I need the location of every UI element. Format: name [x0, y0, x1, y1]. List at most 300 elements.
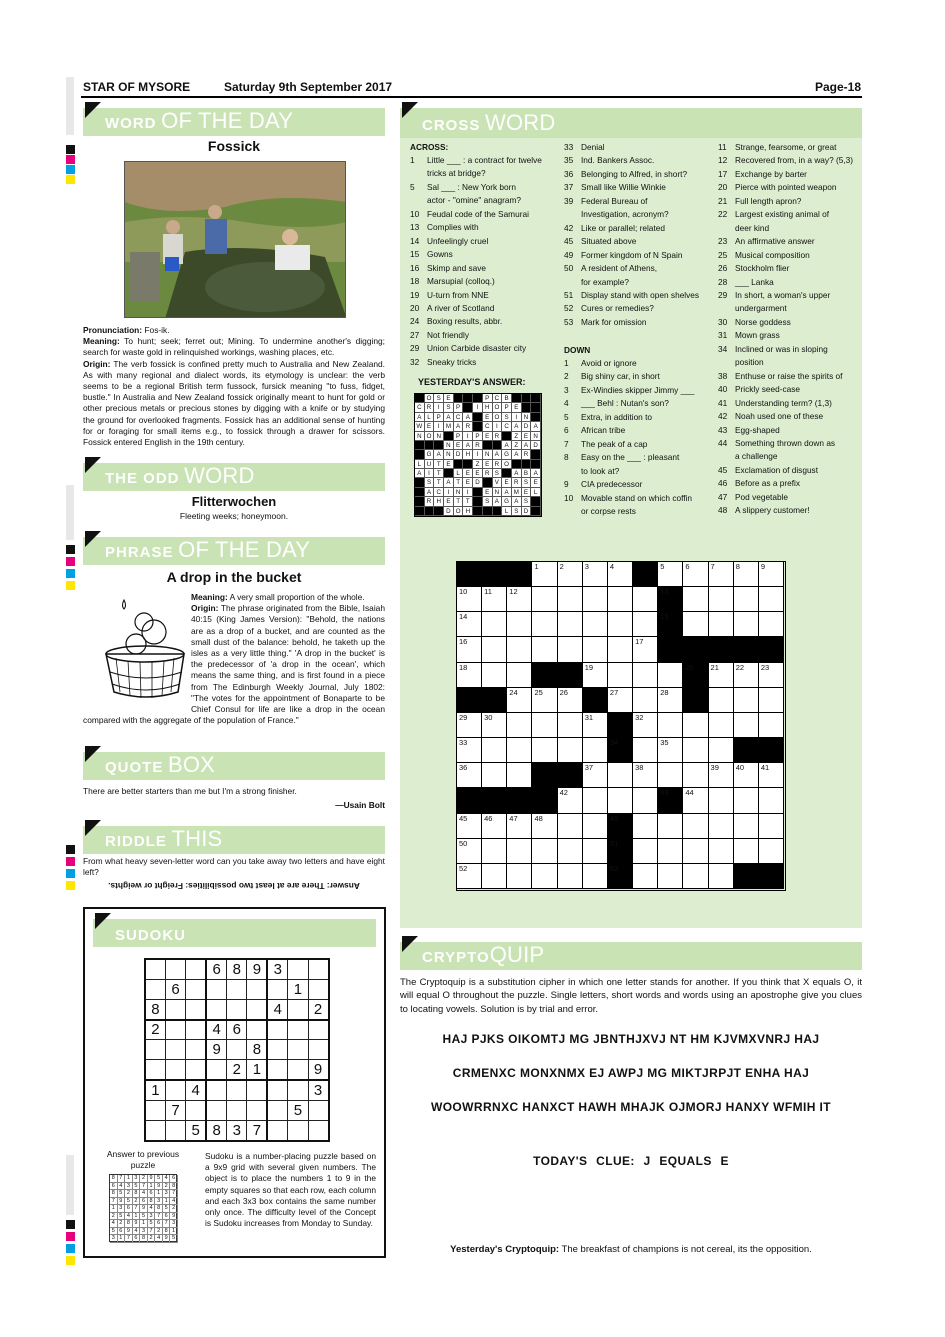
clue-text: Boxing results, abbr.: [427, 316, 503, 327]
crossword-cell[interactable]: [583, 637, 608, 662]
crossword-cell[interactable]: [457, 763, 482, 788]
clue-text: Federal Bureau of: [581, 195, 648, 206]
crossword-cell[interactable]: [507, 587, 532, 612]
prev-sudoku-cell: 1: [170, 1228, 178, 1236]
yesterday-cell: A: [444, 413, 454, 422]
crossword-cell[interactable]: [507, 637, 532, 662]
prev-sudoku-cell: 2: [140, 1175, 148, 1183]
crossword-cell[interactable]: [583, 562, 608, 587]
crossword-cell[interactable]: [759, 788, 784, 813]
sudoku-cell[interactable]: [165, 1040, 185, 1060]
crossword-cell[interactable]: [709, 688, 734, 713]
yesterday-cell: P: [454, 432, 464, 441]
sudoku-cell[interactable]: [267, 1080, 287, 1100]
crossword-cell[interactable]: [507, 814, 532, 839]
crossword-cell[interactable]: [507, 663, 532, 688]
clue-number: 6: [564, 425, 569, 436]
crossword-cell[interactable]: [709, 788, 734, 813]
crossword-cell[interactable]: [759, 688, 784, 713]
crossword-cell[interactable]: [482, 839, 507, 864]
crossword-cell[interactable]: [558, 637, 583, 662]
prev-sudoku-cell: 2: [110, 1213, 118, 1221]
crossword-cell[interactable]: [683, 788, 708, 813]
prev-sudoku-cell: 9: [155, 1183, 163, 1191]
crossword-cell[interactable]: [759, 713, 784, 738]
sudoku-cell[interactable]: [165, 1020, 185, 1040]
crossword-cell[interactable]: [633, 637, 658, 662]
crossword-cell[interactable]: [558, 814, 583, 839]
crossword-grid[interactable]: [456, 561, 786, 891]
clue-line: [564, 451, 694, 464]
clue-text: Sneaky tricks: [427, 356, 477, 367]
crossword-cell[interactable]: [457, 839, 482, 864]
crossword-cell[interactable]: [683, 738, 708, 763]
prev-sudoku-cell: 8: [140, 1235, 148, 1243]
crossword-cell[interactable]: [583, 864, 608, 889]
sudoku-cell[interactable]: [247, 1100, 267, 1120]
yesterday-cell: R: [493, 432, 503, 441]
crossword-cell[interactable]: [608, 587, 633, 612]
crossword-cell[interactable]: [683, 864, 708, 889]
crossword-cell[interactable]: [658, 839, 683, 864]
clue-line: [410, 167, 542, 180]
sudoku-cell[interactable]: [145, 1121, 165, 1141]
crossword-cell[interactable]: [457, 738, 482, 763]
crossword-cell[interactable]: [683, 713, 708, 738]
crossword-cell[interactable]: [558, 864, 583, 889]
yesterday-cell: I: [463, 432, 473, 441]
crossword-cell[interactable]: [608, 663, 633, 688]
sudoku-cell[interactable]: [247, 999, 267, 1019]
cell-number: 44: [685, 788, 694, 798]
yesterday-cell: I: [434, 403, 444, 412]
crossword-cell[interactable]: [759, 587, 784, 612]
crossword-cell[interactable]: [633, 688, 658, 713]
crossword-cell[interactable]: [532, 612, 557, 637]
crossword-cell[interactable]: [734, 839, 759, 864]
sudoku-cell[interactable]: [288, 1040, 308, 1060]
crossword-cell[interactable]: [734, 763, 759, 788]
header-bold: WORD: [105, 115, 157, 132]
clue-line: [410, 275, 542, 288]
sudoku-cell[interactable]: [165, 1060, 185, 1080]
yesterday-cell: [425, 441, 435, 450]
cmyk-mark: [66, 881, 75, 890]
sudoku-cell[interactable]: [165, 959, 185, 979]
sudoku-cell[interactable]: [186, 1040, 206, 1060]
sudoku-cell[interactable]: [227, 1100, 247, 1120]
clue-number: 19: [410, 289, 420, 300]
clue-number: 4: [564, 398, 569, 409]
crossword-cell[interactable]: [633, 612, 658, 637]
sudoku-cell[interactable]: [145, 1060, 165, 1080]
crossword-cell[interactable]: [633, 738, 658, 763]
crossword-cell[interactable]: [658, 663, 683, 688]
sudoku-cell: 5: [288, 1100, 308, 1120]
sudoku-cell[interactable]: [186, 1020, 206, 1040]
black-square: [507, 788, 532, 813]
crossword-cell[interactable]: [608, 612, 633, 637]
crossword-cell[interactable]: [583, 839, 608, 864]
sudoku-cell[interactable]: [308, 1121, 328, 1141]
crossword-cell[interactable]: [558, 612, 583, 637]
crossword-cell[interactable]: [507, 688, 532, 713]
sudoku-cell: 6: [165, 979, 185, 999]
crossword-cell[interactable]: [482, 763, 507, 788]
clue-text: Enthuse or raise the spirits of: [735, 370, 843, 381]
sudoku-cell[interactable]: [227, 999, 247, 1019]
yesterday-cell: N: [493, 488, 503, 497]
crossword-cell[interactable]: [457, 663, 482, 688]
clue-number: 49: [564, 249, 574, 260]
crossword-cell[interactable]: [532, 738, 557, 763]
crossword-cell[interactable]: [532, 688, 557, 713]
sudoku-cell[interactable]: [267, 1121, 287, 1141]
yesterday-cell: E: [483, 488, 493, 497]
sudoku-cell[interactable]: [288, 1080, 308, 1100]
sudoku-cell[interactable]: [186, 999, 206, 1019]
crossword-cell[interactable]: [457, 713, 482, 738]
across-label: ACROSS:: [410, 142, 449, 152]
crossword-cell[interactable]: [482, 612, 507, 637]
cell-number: 48: [534, 813, 543, 823]
sudoku-cell[interactable]: [227, 1040, 247, 1060]
prev-sudoku-cell: 4: [118, 1183, 126, 1191]
yesterday-cell: E: [463, 478, 473, 487]
sudoku-cell[interactable]: [247, 1020, 267, 1040]
cell-number: 38: [635, 763, 644, 773]
clue-text: Full length apron?: [735, 195, 802, 206]
crossword-cell[interactable]: [734, 814, 759, 839]
crossword-cell[interactable]: [658, 562, 683, 587]
crossword-cell[interactable]: [633, 713, 658, 738]
crossword-cell[interactable]: [558, 562, 583, 587]
crossword-cell[interactable]: [507, 738, 532, 763]
sudoku-cell[interactable]: [247, 1080, 267, 1100]
crossword-cell[interactable]: [457, 637, 482, 662]
crossword-cell[interactable]: [658, 688, 683, 713]
crossword-cell[interactable]: [759, 562, 784, 587]
cell-number: 35: [660, 738, 669, 748]
crossword-cell[interactable]: [734, 688, 759, 713]
sudoku-cell[interactable]: [227, 1080, 247, 1100]
yesterday-cell: N: [522, 413, 532, 422]
crossword-cell[interactable]: [583, 814, 608, 839]
crossword-cell[interactable]: [734, 612, 759, 637]
sudoku-cell[interactable]: [288, 1121, 308, 1141]
yesterday-cell: Z: [473, 460, 483, 469]
sudoku-cell[interactable]: [145, 959, 165, 979]
clue-column-2-down: [564, 357, 694, 518]
prev-sudoku-cell: 3: [148, 1213, 156, 1221]
clue-number: 33: [564, 142, 574, 152]
clue-number: 45: [718, 464, 728, 475]
crossword-cell[interactable]: [734, 788, 759, 813]
crossword-cell[interactable]: [532, 864, 557, 889]
crossword-cell[interactable]: [457, 612, 482, 637]
clue-column-2: [564, 141, 699, 329]
black-square: [558, 663, 583, 688]
crossword-cell[interactable]: [759, 839, 784, 864]
sudoku-cell[interactable]: [247, 979, 267, 999]
sudoku-cell[interactable]: [267, 1060, 287, 1080]
sudoku-cell[interactable]: [186, 979, 206, 999]
sudoku-cell[interactable]: [145, 979, 165, 999]
clue-text: A slippery customer!: [735, 505, 810, 516]
sudoku-cell[interactable]: [308, 979, 328, 999]
sudoku-cell[interactable]: [308, 1040, 328, 1060]
sudoku-cell[interactable]: [288, 1060, 308, 1080]
crossword-cell[interactable]: [709, 713, 734, 738]
crossword-cell[interactable]: [532, 839, 557, 864]
yesterday-cell: U: [425, 460, 435, 469]
crossword-cell[interactable]: [734, 713, 759, 738]
crossword-cell[interactable]: [507, 612, 532, 637]
crossword-cell[interactable]: [709, 663, 734, 688]
crossword-cell[interactable]: [709, 738, 734, 763]
prev-sudoku-cell: 6: [155, 1220, 163, 1228]
crossword-cell[interactable]: [658, 864, 683, 889]
crossword-cell[interactable]: [633, 763, 658, 788]
clue-line: [718, 370, 853, 383]
sudoku-cell[interactable]: [227, 979, 247, 999]
crossword-cell[interactable]: [709, 612, 734, 637]
crossword-cell[interactable]: [583, 612, 608, 637]
sudoku-cell[interactable]: [288, 1020, 308, 1040]
crossword-cell[interactable]: [558, 587, 583, 612]
crossword-cell[interactable]: [558, 713, 583, 738]
sudoku-cell[interactable]: [145, 1100, 165, 1120]
sudoku-cell: 4: [206, 1020, 226, 1040]
black-square: [658, 587, 683, 612]
clue-line: [564, 397, 694, 410]
crossword-cell[interactable]: [633, 864, 658, 889]
yesterday-cell: A: [493, 450, 503, 459]
sudoku-cell[interactable]: [186, 1060, 206, 1080]
crossword-cell[interactable]: [558, 788, 583, 813]
sudoku-cell[interactable]: [267, 979, 287, 999]
crossword-cell[interactable]: [482, 637, 507, 662]
yesterday-cell: R: [483, 469, 493, 478]
crossword-cell[interactable]: [583, 587, 608, 612]
yesterday-cell: A: [425, 488, 435, 497]
yesterday-cell: [502, 432, 512, 441]
sudoku-cell: 1: [145, 1080, 165, 1100]
crossword-cell[interactable]: [457, 814, 482, 839]
crossword-cell[interactable]: [482, 864, 507, 889]
yesterday-cell: A: [502, 488, 512, 497]
sudoku-cell[interactable]: [267, 1020, 287, 1040]
crossword-cell[interactable]: [759, 612, 784, 637]
crossword-cell[interactable]: [608, 688, 633, 713]
black-square: [457, 688, 482, 713]
crossword-cell[interactable]: [683, 839, 708, 864]
crossword-cell[interactable]: [683, 587, 708, 612]
masthead-date: Saturday 9th September 2017: [224, 80, 393, 94]
crossword-cell[interactable]: [658, 713, 683, 738]
sudoku-cell[interactable]: [165, 999, 185, 1019]
sudoku-cell[interactable]: [186, 1100, 206, 1120]
crossword-cell[interactable]: [507, 713, 532, 738]
yesterday-cell: P: [483, 394, 493, 403]
crossword-cell[interactable]: [608, 562, 633, 587]
cell-number: 52: [459, 863, 468, 873]
crossword-cell[interactable]: [658, 738, 683, 763]
crossword-cell[interactable]: [558, 688, 583, 713]
clue-text: In short, a woman's upper: [735, 289, 831, 300]
black-square: [482, 688, 507, 713]
crossword-cell[interactable]: [608, 788, 633, 813]
crossword-cell[interactable]: [709, 587, 734, 612]
sudoku-prev-grid: [109, 1174, 177, 1242]
crossword-cell[interactable]: [532, 713, 557, 738]
black-square: [658, 612, 683, 637]
crossword-cell[interactable]: [457, 587, 482, 612]
clue-line: [410, 289, 542, 302]
clue-line: [718, 343, 853, 356]
crossword-cell[interactable]: [759, 763, 784, 788]
crossword-cell[interactable]: [583, 738, 608, 763]
sudoku-cell[interactable]: [206, 979, 226, 999]
yesterday-cell: H: [434, 497, 444, 506]
clue-number: 13: [410, 222, 420, 233]
crossword-cell[interactable]: [507, 864, 532, 889]
crossword-cell[interactable]: [532, 562, 557, 587]
crossword-cell[interactable]: [457, 864, 482, 889]
sudoku-cell[interactable]: [206, 999, 226, 1019]
cmyk-mark: [66, 857, 75, 866]
sudoku-cell[interactable]: [206, 1060, 226, 1080]
crossword-cell[interactable]: [558, 839, 583, 864]
yesterday-cell: V: [493, 478, 503, 487]
sudoku-cell[interactable]: [308, 1020, 328, 1040]
crossword-cell[interactable]: [633, 814, 658, 839]
yesterday-cell: R: [473, 441, 483, 450]
down-label: DOWN: [564, 345, 591, 355]
crossword-cell[interactable]: [482, 814, 507, 839]
yesterday-cell: [493, 507, 503, 516]
crossword-cell[interactable]: [532, 814, 557, 839]
yesterday-cell: L: [454, 469, 464, 478]
yesterday-cell: D: [522, 422, 532, 431]
crossword-cell[interactable]: [709, 763, 734, 788]
sudoku-cell[interactable]: [206, 1100, 226, 1120]
sudoku-cell[interactable]: [206, 1080, 226, 1100]
sudoku-cell[interactable]: [288, 999, 308, 1019]
cell-number: 37: [584, 763, 594, 773]
yesterday-cell: S: [483, 497, 493, 506]
crossword-cell[interactable]: [633, 663, 658, 688]
crossword-cell[interactable]: [583, 663, 608, 688]
crossword-cell[interactable]: [583, 713, 608, 738]
fossick-photo: [124, 161, 346, 318]
prev-sudoku-cell: 6: [148, 1190, 156, 1198]
crossword-cell[interactable]: [608, 637, 633, 662]
crossword-cell[interactable]: [482, 663, 507, 688]
crossword-cell[interactable]: [709, 839, 734, 864]
clue-text: Situated above: [581, 236, 637, 247]
sudoku-cell[interactable]: [308, 959, 328, 979]
clue-number: 26: [718, 263, 728, 274]
clue-text: Inclined or was in sloping: [735, 343, 828, 354]
crossword-cell[interactable]: [507, 839, 532, 864]
sudoku-cell[interactable]: [267, 1100, 287, 1120]
yesterday-cell: L: [425, 413, 435, 422]
sudoku-cell[interactable]: [165, 1080, 185, 1100]
clue-line: [564, 505, 694, 518]
sudoku-cell[interactable]: [145, 1040, 165, 1060]
crossword-cell[interactable]: [558, 738, 583, 763]
crossword-cell[interactable]: [683, 562, 708, 587]
clue-text: Exchange by barter: [735, 168, 807, 179]
crossword-cell[interactable]: [583, 763, 608, 788]
clue-number: 30: [718, 316, 728, 327]
crossword-cell[interactable]: [683, 763, 708, 788]
yesterday-cell: A: [493, 497, 503, 506]
yesterday-cell: [522, 403, 532, 412]
clue-text: undergarment: [735, 303, 787, 314]
crossword-cell[interactable]: [759, 814, 784, 839]
clue-text: Complies with: [427, 222, 479, 233]
crossword-cell[interactable]: [658, 814, 683, 839]
riddle-answer-upside-down: Answer: There are at least two possibilities: Freight or weights.: [108, 881, 360, 892]
crossword-cell[interactable]: [709, 562, 734, 587]
crossword-cell[interactable]: [759, 663, 784, 688]
crossword-cell[interactable]: [734, 663, 759, 688]
sudoku-cell[interactable]: [308, 1100, 328, 1120]
crossword-cell[interactable]: [532, 637, 557, 662]
sudoku-cell[interactable]: [165, 1121, 185, 1141]
yesterday-cell: C: [434, 488, 444, 497]
crossword-cell[interactable]: [633, 788, 658, 813]
yesterday-cell: [473, 422, 483, 431]
black-square: [683, 637, 708, 662]
yesterday-cell: [483, 507, 493, 516]
crossword-cell[interactable]: [683, 612, 708, 637]
crossword-cell[interactable]: [633, 839, 658, 864]
clue-line: [410, 221, 542, 234]
crossword-cell[interactable]: [734, 562, 759, 587]
clue-line: [718, 437, 853, 450]
crossword-cell[interactable]: [734, 587, 759, 612]
yesterday-cell: Z: [512, 441, 522, 450]
prev-sudoku-cell: 7: [163, 1220, 171, 1228]
sudoku-cell[interactable]: [186, 959, 206, 979]
crossword-cell[interactable]: [683, 814, 708, 839]
crossword-cell[interactable]: [608, 763, 633, 788]
sudoku-cell[interactable]: [288, 959, 308, 979]
crossword-cell[interactable]: [507, 763, 532, 788]
clue-line: [718, 222, 853, 235]
crossword-cell[interactable]: [583, 788, 608, 813]
crossword-cell[interactable]: [709, 814, 734, 839]
cell-number: 34: [609, 738, 619, 748]
sudoku-cell[interactable]: [267, 1040, 287, 1060]
cmyk-mark: [66, 155, 75, 164]
crossword-cell[interactable]: [482, 713, 507, 738]
yesterday-cell: N: [434, 432, 444, 441]
clue-number: 12: [718, 155, 728, 166]
crossword-cell[interactable]: [482, 587, 507, 612]
crossword-cell[interactable]: [709, 864, 734, 889]
clue-line: [410, 342, 542, 355]
crossword-cell[interactable]: [532, 587, 557, 612]
yesterday-cell: A: [454, 422, 464, 431]
crossword-cell[interactable]: [633, 587, 658, 612]
prev-sudoku-cell: 8: [155, 1205, 163, 1213]
crossword-cell[interactable]: [658, 763, 683, 788]
crossword-cell[interactable]: [482, 738, 507, 763]
